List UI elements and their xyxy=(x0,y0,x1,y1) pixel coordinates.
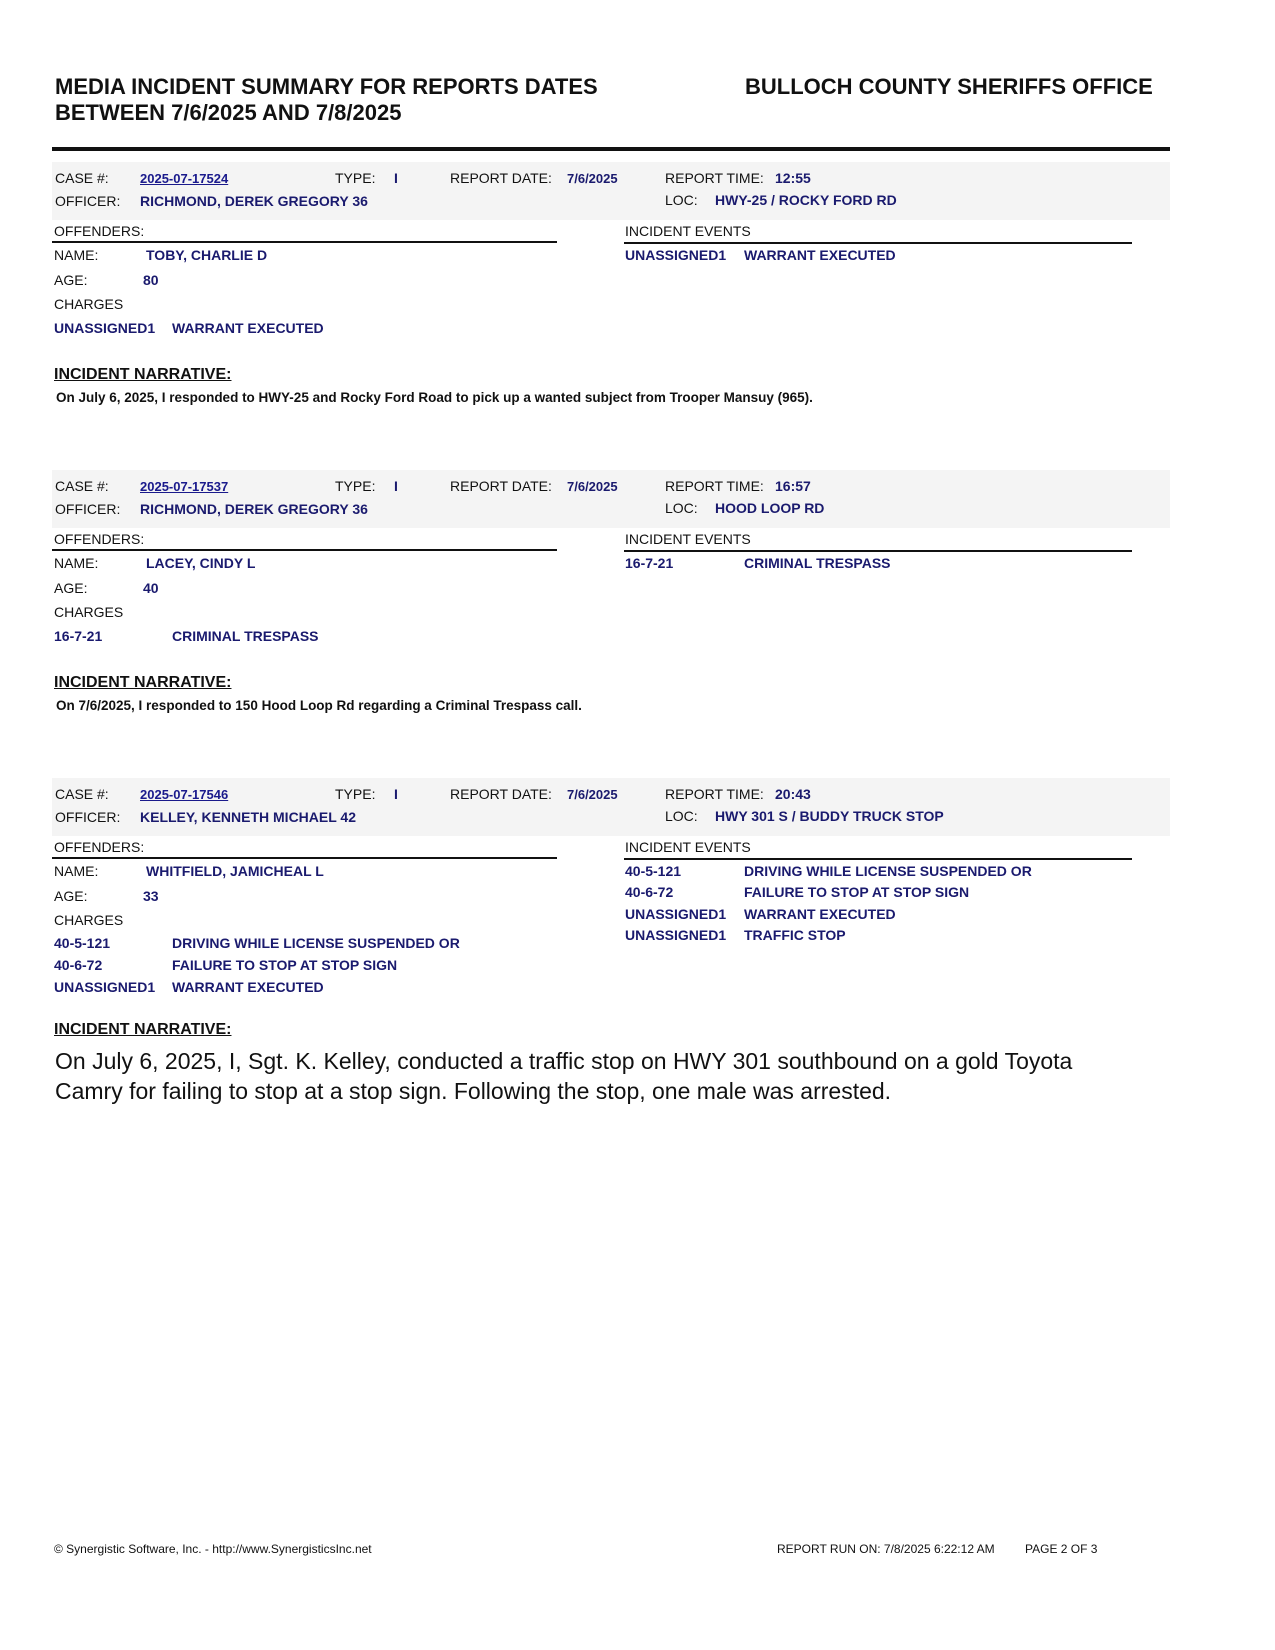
type-label: TYPE: xyxy=(335,170,376,186)
event-code: UNASSIGNED1 xyxy=(625,906,727,922)
location-label: LOC: xyxy=(665,192,698,208)
event-desc: CRIMINAL TRESPASS xyxy=(744,555,891,571)
footer-page-number: PAGE 2 OF 3 xyxy=(1025,1542,1098,1556)
officer-label: OFFICER: xyxy=(55,501,121,517)
charge-code: 40-6-72 xyxy=(54,957,103,973)
offender-age-label: AGE: xyxy=(54,888,88,904)
offenders-rule xyxy=(52,241,557,243)
offender-age-value: 33 xyxy=(143,888,159,904)
offenders-rule xyxy=(52,857,557,859)
case-number-label: CASE #: xyxy=(55,786,109,802)
charge-desc: FAILURE TO STOP AT STOP SIGN xyxy=(172,957,398,973)
charges-label: CHARGES xyxy=(54,604,124,620)
incident-events-heading: INCIDENT EVENTS xyxy=(625,531,751,547)
type-label: TYPE: xyxy=(335,786,376,802)
narrative-heading: INCIDENT NARRATIVE: xyxy=(54,366,232,383)
type-value: I xyxy=(394,478,398,494)
type-label: TYPE: xyxy=(335,478,376,494)
event-desc: DRIVING WHILE LICENSE SUSPENDED OR xyxy=(744,863,1032,879)
offender-name-value: TOBY, CHARLIE D xyxy=(146,247,268,263)
event-desc: TRAFFIC STOP xyxy=(744,927,846,943)
officer-label: OFFICER: xyxy=(55,809,121,825)
incident-events-heading: INCIDENT EVENTS xyxy=(625,223,751,239)
header-divider xyxy=(52,147,1170,151)
offender-age-value: 40 xyxy=(143,580,159,596)
report-title-line2: BETWEEN 7/6/2025 AND 7/8/2025 xyxy=(55,100,402,125)
report-time-value: 12:55 xyxy=(775,170,811,186)
case-number-link[interactable]: 2025-07-17524 xyxy=(140,171,229,186)
incident-events-heading: INCIDENT EVENTS xyxy=(625,839,751,855)
offender-name-value: WHITFIELD, JAMICHEAL L xyxy=(146,863,324,879)
case-number-label: CASE #: xyxy=(55,478,109,494)
report-title-line1: MEDIA INCIDENT SUMMARY FOR REPORTS DATES xyxy=(55,74,598,99)
officer-value: KELLEY, KENNETH MICHAEL 42 xyxy=(140,809,356,825)
offender-name-label: NAME: xyxy=(54,555,99,571)
footer-run-on: REPORT RUN ON: 7/8/2025 6:22:12 AM xyxy=(777,1542,995,1556)
charge-code: 40-5-121 xyxy=(54,935,111,951)
event-code: UNASSIGNED1 xyxy=(625,927,727,943)
incident-events-rule xyxy=(624,550,1132,552)
report-date-value: 7/6/2025 xyxy=(567,479,618,494)
charge-desc: DRIVING WHILE LICENSE SUSPENDED OR xyxy=(172,935,460,951)
offender-age-value: 80 xyxy=(143,272,159,288)
report-date-label: REPORT DATE: xyxy=(450,170,552,186)
case-number-label: CASE #: xyxy=(55,170,109,186)
report-date-label: REPORT DATE: xyxy=(450,786,552,802)
report-time-value: 20:43 xyxy=(775,786,811,802)
report-date-value: 7/6/2025 xyxy=(567,787,618,802)
event-code: 40-5-121 xyxy=(625,863,682,879)
incident-events-rule xyxy=(624,242,1132,244)
narrative-text: On July 6, 2025, I responded to HWY-25 and Rocky Ford Road to pick up a wanted subject from Trooper Mansuy (965). xyxy=(56,390,813,405)
officer-value: RICHMOND, DEREK GREGORY 36 xyxy=(140,501,368,517)
report-time-value: 16:57 xyxy=(775,478,811,494)
report-time-label: REPORT TIME: xyxy=(665,478,764,494)
report-date-label: REPORT DATE: xyxy=(450,478,552,494)
event-code: UNASSIGNED1 xyxy=(625,247,727,263)
charge-desc: WARRANT EXECUTED xyxy=(172,979,324,995)
location-label: LOC: xyxy=(665,808,698,824)
report-title xyxy=(55,74,598,126)
report-date-value: 7/6/2025 xyxy=(567,171,618,186)
offender-name-label: NAME: xyxy=(54,863,99,879)
event-code: 16-7-21 xyxy=(625,555,674,571)
event-desc: WARRANT EXECUTED xyxy=(744,906,896,922)
location-value: HWY-25 / ROCKY FORD RD xyxy=(715,192,897,208)
offenders-rule xyxy=(52,549,557,551)
offenders-heading: OFFENDERS: xyxy=(54,531,145,547)
charge-code: UNASSIGNED1 xyxy=(54,320,156,336)
type-value: I xyxy=(394,170,398,186)
narrative-text: On July 6, 2025, I, Sgt. K. Kelley, conducted a traffic stop on HWY 301 southbound on a gold Toyota Camry for failing to stop at a stop sign. Following the stop, one male was arrested. xyxy=(55,1048,1073,1104)
officer-value: RICHMOND, DEREK GREGORY 36 xyxy=(140,193,368,209)
event-desc: FAILURE TO STOP AT STOP SIGN xyxy=(744,884,970,900)
incident-events-rule xyxy=(624,858,1132,860)
offender-age-label: AGE: xyxy=(54,272,88,288)
charges-label: CHARGES xyxy=(54,912,124,928)
officer-label: OFFICER: xyxy=(55,193,121,209)
report-time-label: REPORT TIME: xyxy=(665,170,764,186)
location-value: HOOD LOOP RD xyxy=(715,500,825,516)
narrative-heading: INCIDENT NARRATIVE: xyxy=(54,1021,232,1038)
offenders-heading: OFFENDERS: xyxy=(54,839,145,855)
offender-name-label: NAME: xyxy=(54,247,99,263)
event-code: 40-6-72 xyxy=(625,884,674,900)
report-time-label: REPORT TIME: xyxy=(665,786,764,802)
narrative-heading: INCIDENT NARRATIVE: xyxy=(54,674,232,691)
type-value: I xyxy=(394,786,398,802)
agency-name: BULLOCH COUNTY SHERIFFS OFFICE xyxy=(745,74,1153,99)
charge-code: 16-7-21 xyxy=(54,628,103,644)
location-label: LOC: xyxy=(665,500,698,516)
charges-label: CHARGES xyxy=(54,296,124,312)
charge-desc: CRIMINAL TRESPASS xyxy=(172,628,319,644)
charge-code: UNASSIGNED1 xyxy=(54,979,156,995)
offenders-heading: OFFENDERS: xyxy=(54,223,145,239)
narrative-text: On 7/6/2025, I responded to 150 Hood Loop Rd regarding a Criminal Trespass call. xyxy=(56,698,582,713)
offender-age-label: AGE: xyxy=(54,580,88,596)
offender-name-value: LACEY, CINDY L xyxy=(146,555,256,571)
case-number-link[interactable]: 2025-07-17537 xyxy=(140,479,229,494)
footer-copyright: © Synergistic Software, Inc. - http://www.SynergisticsInc.net xyxy=(54,1542,372,1556)
charge-desc: WARRANT EXECUTED xyxy=(172,320,324,336)
location-value: HWY 301 S / BUDDY TRUCK STOP xyxy=(715,808,944,824)
case-number-link[interactable]: 2025-07-17546 xyxy=(140,787,229,802)
event-desc: WARRANT EXECUTED xyxy=(744,247,896,263)
